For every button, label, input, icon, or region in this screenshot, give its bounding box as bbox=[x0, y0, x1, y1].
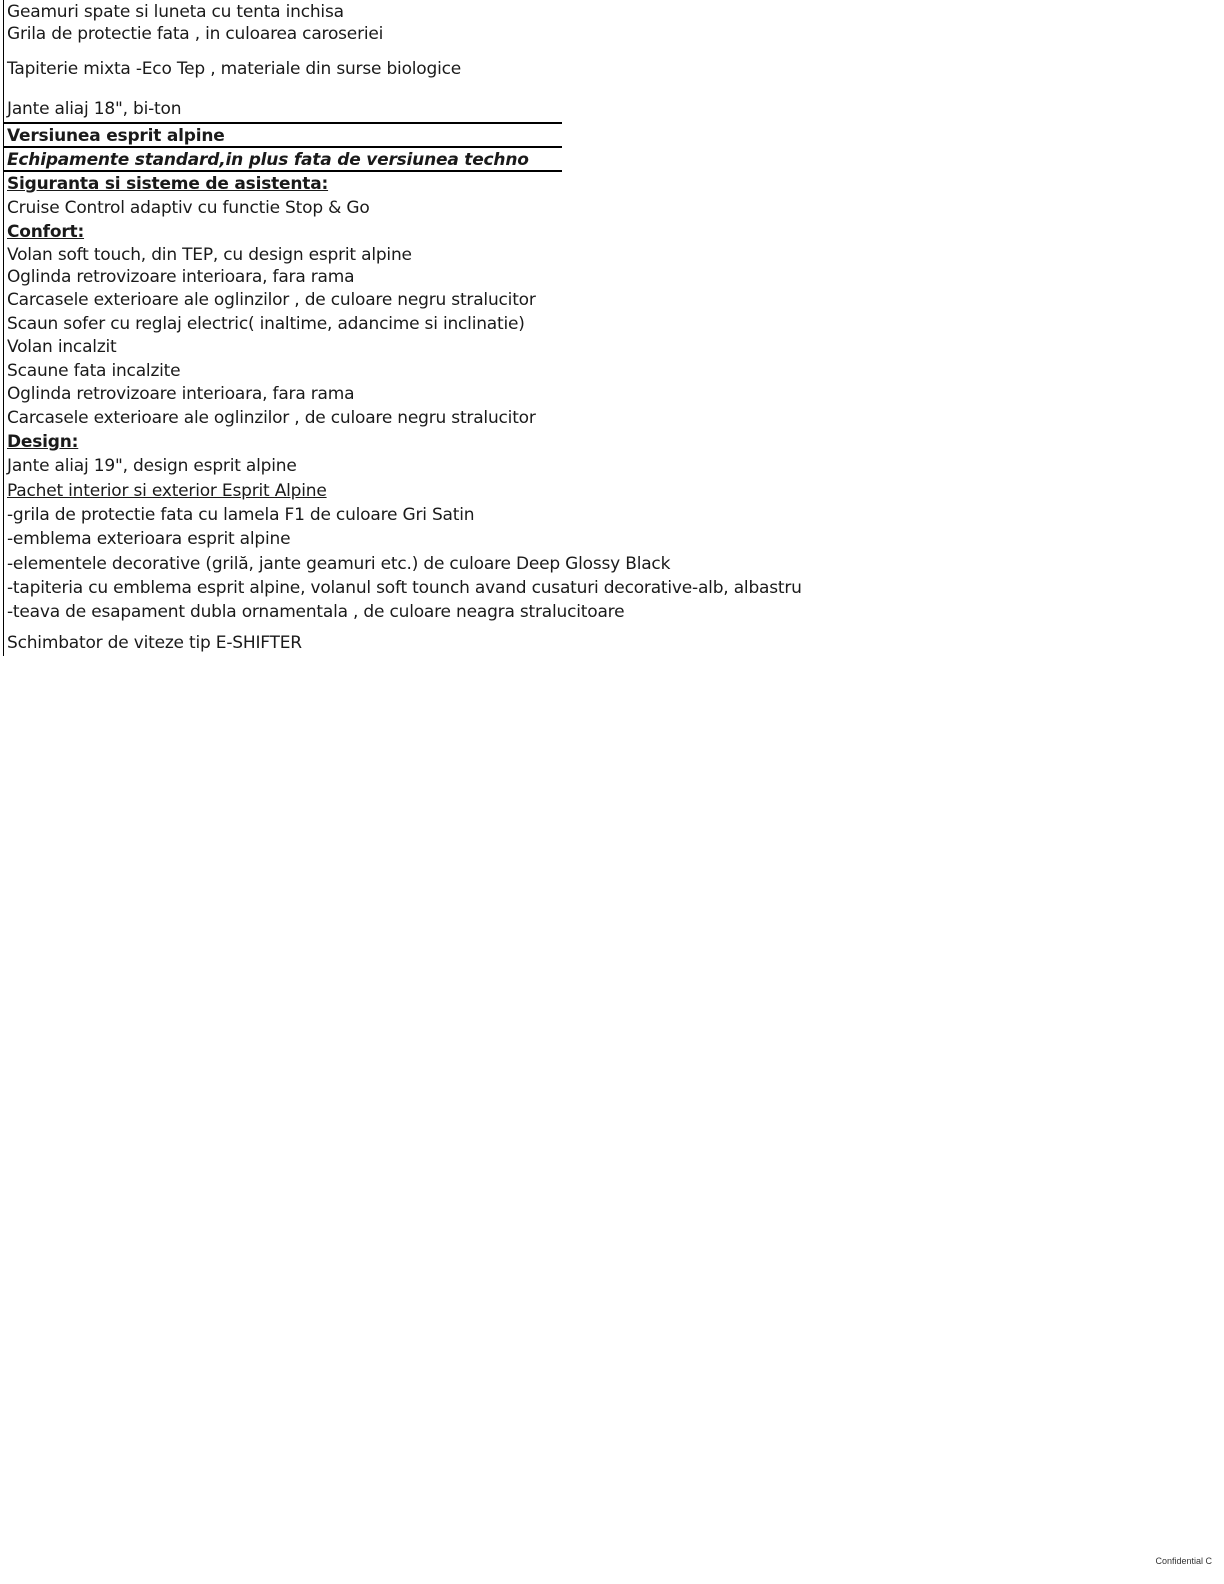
confidentiality-label: Confidential C bbox=[1155, 1556, 1212, 1566]
row-front-grille: Grila de protectie fata , in culoarea caroseriei bbox=[7, 24, 384, 44]
section-title-version: Versiunea esprit alpine bbox=[7, 126, 225, 146]
row-pack-exhaust: -teava de esapament dubla ornamentala , de culoare neagra stralucitoare bbox=[7, 602, 625, 622]
row-heated-wheel: Volan incalzit bbox=[7, 337, 117, 357]
row-wheels-18: Jante aliaj 18", bi-ton bbox=[7, 99, 182, 119]
category-comfort: Confort: bbox=[7, 222, 85, 242]
row-divider bbox=[3, 122, 562, 124]
row-frameless-mirror: Oglinda retrovizoare interioara, fara rama bbox=[7, 267, 355, 287]
row-rear-windows: Geamuri spate si luneta cu tenta inchisa bbox=[7, 2, 344, 22]
row-divider bbox=[3, 146, 562, 148]
row-cruise-control: Cruise Control adaptiv cu functie Stop & Go bbox=[7, 198, 370, 218]
row-pack-upholstery: -tapiteria cu emblema esprit alpine, volanul soft tounch avand cusaturi decorative-alb, albastru bbox=[7, 578, 802, 598]
row-pack-emblem: -emblema exterioara esprit alpine bbox=[7, 529, 291, 549]
row-electric-seat: Scaun sofer cu reglaj electric( inaltime, adancime si inclinatie) bbox=[7, 314, 525, 334]
row-pack-grille: -grila de protectie fata cu lamela F1 de culoare Gri Satin bbox=[7, 505, 475, 525]
category-design: Design: bbox=[7, 432, 79, 452]
row-mirror-housings: Carcasele exterioare ale oglinzilor , de culoare negru stralucitor bbox=[7, 290, 536, 310]
row-divider bbox=[3, 170, 562, 172]
row-wheels-19: Jante aliaj 19", design esprit alpine bbox=[7, 456, 297, 476]
row-frameless-mirror-repeat: Oglinda retrovizoare interioara, fara rama bbox=[7, 384, 355, 404]
category-safety: Siguranta si sisteme de asistenta: bbox=[7, 174, 329, 194]
row-mirror-housings-repeat: Carcasele exterioare ale oglinzilor , de culoare negru stralucitor bbox=[7, 408, 536, 428]
section-subtitle-standard-equipment: Echipamente standard,in plus fata de versiunea techno bbox=[7, 150, 529, 170]
row-heated-seats: Scaune fata incalzite bbox=[7, 361, 181, 381]
row-pack-decorative: -elementele decorative (grilă, jante geamuri etc.) de culoare Deep Glossy Black bbox=[7, 554, 671, 574]
row-e-shifter: Schimbator de viteze tip E-SHIFTER bbox=[7, 633, 302, 653]
left-cell-border bbox=[3, 0, 4, 656]
row-esprit-alpine-pack: Pachet interior si exterior Esprit Alpine bbox=[7, 481, 327, 501]
row-upholstery: Tapiterie mixta -Eco Tep , materiale din surse biologice bbox=[7, 59, 462, 79]
row-soft-touch-wheel: Volan soft touch, din TEP, cu design esprit alpine bbox=[7, 245, 412, 265]
